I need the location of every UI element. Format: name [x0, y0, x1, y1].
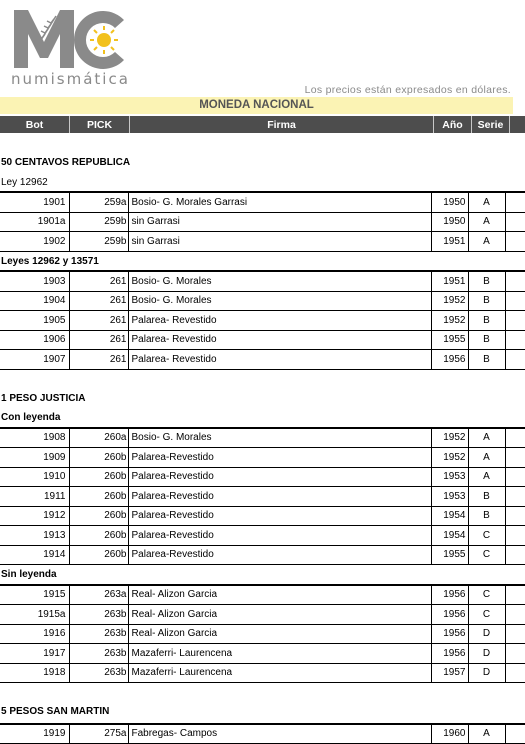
col-serie: Serie [472, 116, 510, 133]
firma-cell: Real- Alizon Garcia [128, 585, 431, 605]
table-row [0, 545, 525, 565]
extra-cell [505, 487, 525, 507]
bot-cell: 1915 [0, 585, 69, 605]
serie-cell: A [468, 467, 505, 487]
serie-cell: B [468, 330, 505, 350]
col-anio: Año [434, 116, 472, 133]
extra-cell [505, 624, 525, 644]
serie-cell: C [468, 605, 505, 625]
group-title: Leyes 12962 y 13571 [0, 252, 525, 272]
firma-cell: Palarea- Revestido [128, 350, 431, 370]
firma-cell: Real- Alizon Garcia [128, 624, 431, 644]
pick-cell: 259b [69, 212, 128, 232]
extra-cell [505, 545, 525, 565]
extra-cell [505, 291, 525, 311]
page-header [0, 0, 525, 96]
extra-cell [505, 663, 525, 683]
pick-cell: 261 [69, 350, 128, 370]
pick-cell: 261 [69, 272, 128, 292]
table-row [0, 663, 525, 683]
firma-cell: Mazaferri- Laurencena [128, 644, 431, 664]
table-row [0, 330, 525, 350]
extra-cell [505, 526, 525, 546]
table-row [0, 644, 525, 664]
bot-cell: 1910 [0, 467, 69, 487]
anio-cell: 1952 [431, 311, 468, 331]
anio-cell: 1956 [431, 605, 468, 625]
serie-cell: A [468, 448, 505, 468]
pick-cell: 260b [69, 448, 128, 468]
firma-cell: Palarea-Revestido [128, 526, 431, 546]
section-spacer [0, 370, 525, 389]
pick-cell: 260b [69, 526, 128, 546]
mc-logo-icon [12, 6, 130, 70]
pick-cell: 263b [69, 663, 128, 683]
section-band: MONEDA NACIONAL [0, 97, 513, 114]
extra-cell [505, 428, 525, 448]
serie-cell: B [468, 506, 505, 526]
serie-cell: D [468, 663, 505, 683]
bot-cell: 1916 [0, 624, 69, 644]
table-row [0, 605, 525, 625]
firma-cell: Bosio- G. Morales Garrasi [128, 193, 431, 213]
pick-cell: 275a [69, 724, 128, 744]
extra-cell [505, 232, 525, 252]
bot-cell: 1901a [0, 212, 69, 232]
table-row [0, 212, 525, 232]
table-row [0, 232, 525, 252]
anio-cell: 1956 [431, 350, 468, 370]
extra-cell [505, 311, 525, 331]
serie-cell: D [468, 644, 505, 664]
bot-cell: 1903 [0, 272, 69, 292]
data-table [0, 428, 525, 566]
bot-cell: 1911 [0, 487, 69, 507]
bot-cell: 1914 [0, 545, 69, 565]
table-row [0, 526, 525, 546]
serie-cell: C [468, 526, 505, 546]
serie-cell: D [468, 624, 505, 644]
firma-cell: Bosio- G. Morales [128, 291, 431, 311]
anio-cell: 1954 [431, 506, 468, 526]
bot-cell: 1918 [0, 663, 69, 683]
extra-cell [505, 350, 525, 370]
serie-cell: B [468, 350, 505, 370]
extra-cell [505, 448, 525, 468]
section-spacer [0, 683, 525, 702]
column-header [0, 116, 525, 133]
anio-cell: 1960 [431, 724, 468, 744]
bot-cell: 1912 [0, 506, 69, 526]
bot-cell: 1906 [0, 330, 69, 350]
serie-cell: C [468, 585, 505, 605]
extra-cell [505, 724, 525, 744]
firma-cell: Palarea-Revestido [128, 448, 431, 468]
firma-cell: Bosio- G. Morales [128, 428, 431, 448]
table-row [0, 724, 525, 744]
bot-cell: 1917 [0, 644, 69, 664]
firma-cell: sin Garrasi [128, 212, 431, 232]
bot-cell: 1908 [0, 428, 69, 448]
anio-cell: 1952 [431, 448, 468, 468]
extra-cell [505, 330, 525, 350]
table-row [0, 624, 525, 644]
extra-cell [505, 212, 525, 232]
extra-cell [505, 605, 525, 625]
group-title: Con leyenda [0, 408, 525, 428]
table-row [0, 291, 525, 311]
table-row [0, 506, 525, 526]
data-table [0, 724, 525, 744]
pick-cell: 260b [69, 487, 128, 507]
pick-cell: 260a [69, 428, 128, 448]
extra-cell [505, 644, 525, 664]
anio-cell: 1951 [431, 272, 468, 292]
group-title: Ley 12962 [0, 173, 525, 193]
extra-cell [505, 193, 525, 213]
firma-cell: Mazaferri- Laurencena [128, 663, 431, 683]
section-title: 5 PESOS SAN MARTIN [0, 702, 525, 722]
firma-cell: Real- Alizon Garcia [128, 605, 431, 625]
group-title: Sin leyenda [0, 565, 525, 585]
serie-cell: B [468, 291, 505, 311]
anio-cell: 1952 [431, 291, 468, 311]
pick-cell: 263b [69, 644, 128, 664]
table-row [0, 585, 525, 605]
bot-cell: 1909 [0, 448, 69, 468]
table-row [0, 448, 525, 468]
pick-cell: 261 [69, 311, 128, 331]
data-table [0, 192, 525, 252]
catalog-content [0, 134, 525, 744]
table-row [0, 272, 525, 292]
anio-cell: 1950 [431, 212, 468, 232]
col-bot: Bot [0, 116, 70, 133]
anio-cell: 1955 [431, 545, 468, 565]
section-title: 1 PESO JUSTICIA [0, 389, 525, 409]
serie-cell: A [468, 193, 505, 213]
pick-cell: 260b [69, 545, 128, 565]
brand-wordmark: numismática [11, 70, 130, 88]
bot-cell: 1915a [0, 605, 69, 625]
firma-cell: Bosio- G. Morales [128, 272, 431, 292]
pick-cell: 263a [69, 585, 128, 605]
pick-cell: 261 [69, 291, 128, 311]
bot-cell: 1904 [0, 291, 69, 311]
bot-cell: 1913 [0, 526, 69, 546]
extra-cell [505, 506, 525, 526]
bot-cell: 1902 [0, 232, 69, 252]
anio-cell: 1956 [431, 585, 468, 605]
table-row [0, 350, 525, 370]
serie-cell: A [468, 428, 505, 448]
serie-cell: B [468, 311, 505, 331]
anio-cell: 1950 [431, 193, 468, 213]
anio-cell: 1953 [431, 487, 468, 507]
table-row [0, 487, 525, 507]
anio-cell: 1951 [431, 232, 468, 252]
anio-cell: 1955 [431, 330, 468, 350]
firma-cell: Fabregas- Campos [128, 724, 431, 744]
serie-cell: A [468, 212, 505, 232]
bot-cell: 1919 [0, 724, 69, 744]
anio-cell: 1956 [431, 644, 468, 664]
anio-cell: 1957 [431, 663, 468, 683]
pick-cell: 263b [69, 624, 128, 644]
pick-cell: 260b [69, 467, 128, 487]
serie-cell: B [468, 272, 505, 292]
table-row [0, 467, 525, 487]
serie-cell: B [468, 487, 505, 507]
col-extra [510, 116, 525, 133]
anio-cell: 1956 [431, 624, 468, 644]
section-spacer [0, 134, 525, 153]
pick-cell: 263b [69, 605, 128, 625]
col-pick: PICK [70, 116, 130, 133]
firma-cell: Palarea-Revestido [128, 487, 431, 507]
pick-cell: 259b [69, 232, 128, 252]
firma-cell: Palarea-Revestido [128, 545, 431, 565]
bot-cell: 1907 [0, 350, 69, 370]
serie-cell: A [468, 724, 505, 744]
col-firma: Firma [130, 116, 434, 133]
bot-cell: 1905 [0, 311, 69, 331]
data-table [0, 271, 525, 370]
pick-cell: 260b [69, 506, 128, 526]
pick-cell: 259a [69, 193, 128, 213]
firma-cell: Palarea-Revestido [128, 506, 431, 526]
extra-cell [505, 467, 525, 487]
serie-cell: A [468, 232, 505, 252]
price-note: Los precios están expresados en dólares. [305, 84, 511, 96]
extra-cell [505, 272, 525, 292]
table-row [0, 428, 525, 448]
extra-cell [505, 585, 525, 605]
section-title: 50 CENTAVOS REPUBLICA [0, 153, 525, 173]
firma-cell: Palarea-Revestido [128, 467, 431, 487]
anio-cell: 1954 [431, 526, 468, 546]
anio-cell: 1953 [431, 467, 468, 487]
firma-cell: Palarea- Revestido [128, 311, 431, 331]
serie-cell: C [468, 545, 505, 565]
pick-cell: 261 [69, 330, 128, 350]
bot-cell: 1901 [0, 193, 69, 213]
table-row [0, 193, 525, 213]
firma-cell: Palarea- Revestido [128, 330, 431, 350]
table-row [0, 311, 525, 331]
anio-cell: 1952 [431, 428, 468, 448]
firma-cell: sin Garrasi [128, 232, 431, 252]
data-table [0, 585, 525, 684]
